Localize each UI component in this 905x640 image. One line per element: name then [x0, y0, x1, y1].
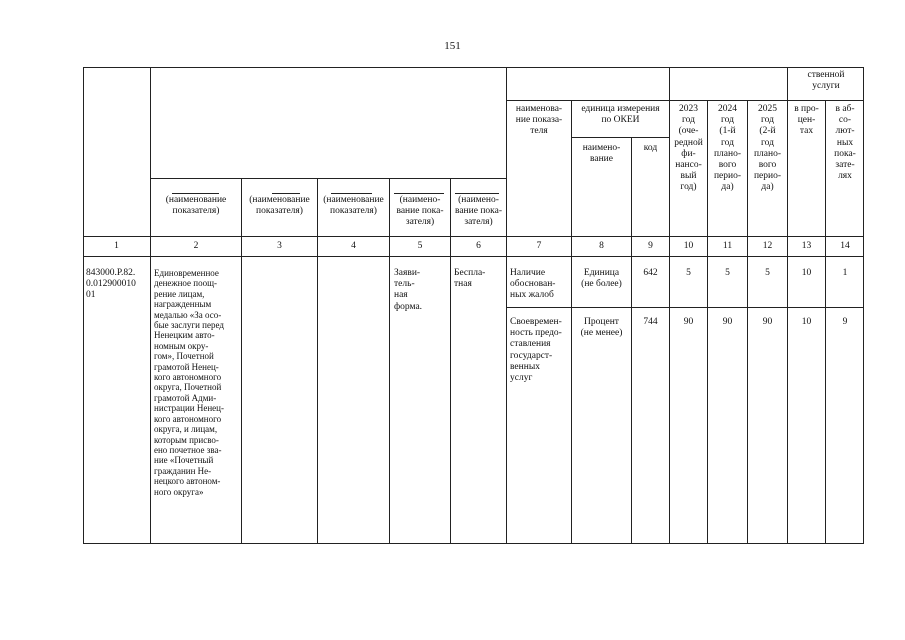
service-form: Заяви- тель- ная форма.	[394, 268, 423, 312]
okei-code-header: код	[643, 143, 658, 153]
col3-caption: (наименование показателя)	[249, 195, 310, 217]
col5-caption: (наимено- вание пока- зателя)	[396, 195, 444, 228]
col6-caption: (наимено- вание пока- зателя)	[454, 195, 503, 228]
okei-name-header: наимено- вание	[582, 143, 621, 165]
col-number: 14	[840, 241, 850, 251]
col-number: 10	[683, 241, 694, 251]
deviation-percent: 10	[801, 268, 812, 278]
service-payment: Беспла- тная	[454, 268, 486, 290]
col-number: 3	[277, 241, 282, 251]
col-number: 6	[476, 241, 481, 251]
col-number: 4	[351, 241, 356, 251]
col-number: 2	[193, 241, 199, 251]
indicator-name: Своевремен- ность предо- ставления государст- венных услуг	[510, 317, 562, 384]
deviation-absolute: 1	[842, 268, 848, 278]
col-number: 9	[648, 241, 653, 251]
col-number: 1	[114, 241, 119, 251]
service-content: Единовременное денежное поощ- рение лицам, награжденным медалью «За осо- бые заслуги перед Ненецким авто- номным окру- гом», Почетной грамотой Ненец- кого автономного округа, Почетной грамотой Адми- нистрации Ненец- кого автономного округа, и лицам, которым присво- ено почетное зва- ние «Почетный гражданин Не- нецкого автоном- ного округа»	[154, 268, 224, 497]
indicator-name-header: наименова- ние показа- теля	[515, 104, 563, 137]
col-number: 8	[599, 241, 604, 251]
register-number: 843000.Р.82. 0.012900010 01	[86, 268, 136, 301]
share-group-header: ственной услуги	[807, 70, 845, 92]
col-number: 7	[536, 241, 542, 251]
col-number: 11	[722, 241, 733, 251]
value-2023: 5	[686, 268, 691, 278]
service-indicators-table	[83, 67, 864, 544]
year-2023-header: 2023 год (оче- редной фи- нансо- вый год)	[674, 104, 703, 193]
indicator-code: 642	[643, 268, 658, 278]
indicator-code: 744	[643, 317, 658, 327]
col-number: 5	[417, 241, 423, 251]
col2-caption: (наименование показателя)	[165, 195, 227, 217]
page-number: 151	[444, 40, 461, 52]
col-number: 13	[801, 241, 812, 251]
indicator-name: Наличие обоснован- ных жалоб	[510, 268, 556, 301]
okei-unit-header: единица измерения по ОКЕИ	[581, 104, 660, 126]
year-2025-header: 2025 год (2-й год плано- вого перио- да)	[753, 104, 782, 193]
indicator-unit: Единица (не более)	[581, 268, 622, 290]
value-2025: 5	[765, 268, 770, 278]
percent-header: в про- цен- тах	[794, 104, 819, 137]
absolute-header: в аб- со- лют- ных пока- зате- лях	[834, 104, 856, 182]
col4-caption: (наименование показателя)	[323, 195, 384, 217]
value-2024: 90	[722, 317, 733, 327]
deviation-percent: 10	[801, 317, 812, 327]
value-2025: 90	[762, 317, 773, 327]
col-number: 12	[762, 241, 773, 251]
value-2023: 90	[683, 317, 694, 327]
year-2024-header: 2024 год (1-й год плано- вого перио- да)	[713, 104, 742, 193]
indicator-unit: Процент (не менее)	[580, 317, 623, 339]
deviation-absolute: 9	[842, 317, 848, 327]
value-2024: 5	[725, 268, 730, 278]
